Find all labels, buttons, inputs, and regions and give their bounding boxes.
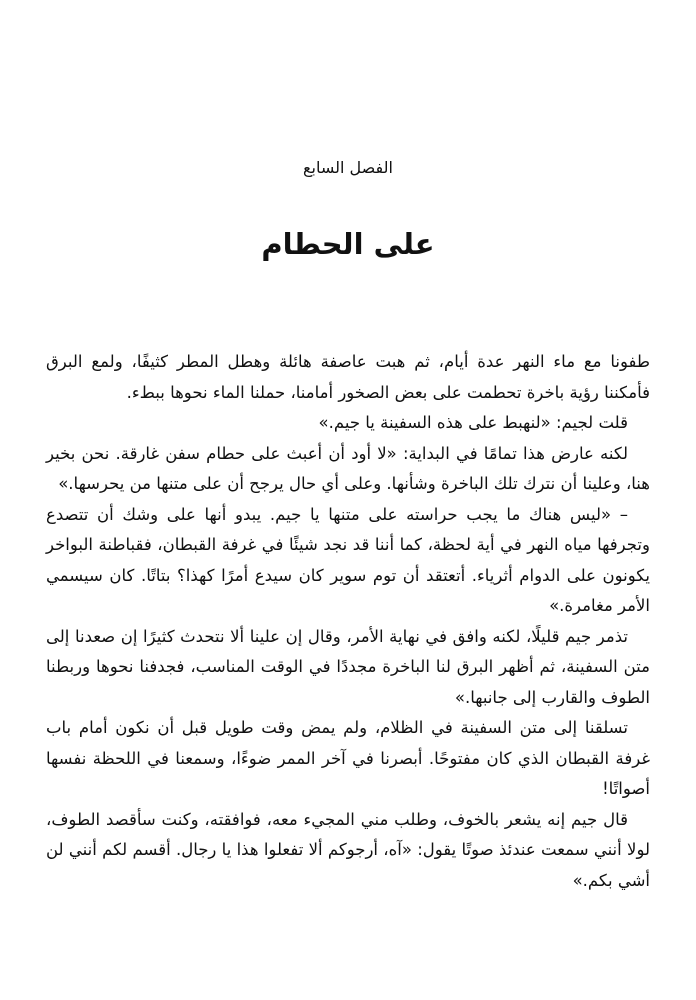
paragraph: قلت لجيم: «لنهبط على هذه السفينة يا جيم.» <box>318 413 628 432</box>
chapter-title: على الحطام <box>261 227 435 261</box>
paragraph: لكنه عارض هذا تمامًا في البداية: «لا أود أن أعبث على حطام سفن غارقة. نحن بخير هنا، وعلينا أن نترك تلك الباخرة وشأنها. وعلى أي حال يرجح أن على متنها من يحرسها.» <box>46 443 650 493</box>
paragraph: تذمر جيم قليلًا، لكنه وافق في نهاية الأمر، وقال إن علينا ألا نتحدث كثيرًا إن صعدنا إلى متن السفينة، ثم أظهر البرق لنا الباخرة مجددًا في الوقت المناسب، فجدفنا نحوها وربطنا الطوف والقارب إلى جانبها.» <box>46 626 650 707</box>
paragraph: طفونا مع ماء النهر عدة أيام، ثم هبت عاصفة هائلة وهطل المطر كثيفًا، ولمع البرق فأمكننا رؤية باخرة تحطمت على بعض الصخور أمامنا، حملنا الماء نحوها ببطء. <box>46 352 650 402</box>
paragraph: تسلقنا إلى متن السفينة في الظلام، ولم يمض وقت طويل قبل أن نكون أمام باب غرفة القبطان الذي كان مفتوحًا. أبصرنا في آخر الممر ضوءًا، وسمعنا في اللحظة نفسها أصواتًا! <box>46 718 650 798</box>
paragraph: قال جيم إنه يشعر بالخوف، وطلب مني المجيء معه، فوافقته، وكنت سأقصد الطوف، لولا أنني سمعت عندئذ صوتًا يقول: «آه، أرجوكم ألا تفعلوا هذا يا رجال. أقسم لكم أنني لن أشي بكم.» <box>46 809 650 890</box>
chapter-body <box>46 347 650 896</box>
paragraph: – «ليس هناك ما يجب حراسته على متنها يا جيم. يبدو أنها على وشك أن تتصدع وتجرفها مياه النهر في أية لحظة، كما أننا قد نجد شيئًا في غرفة القبطان، فقباطنة البواخر يكونون على الدوام أثرياء. أتعتقد أن توم سوير كان سيدع أمرًا كهذا؟ بتاتًا. كان سيسمي الأمر مغامرة.» <box>46 504 650 615</box>
chapter-number: الفصل السابع <box>303 158 393 177</box>
